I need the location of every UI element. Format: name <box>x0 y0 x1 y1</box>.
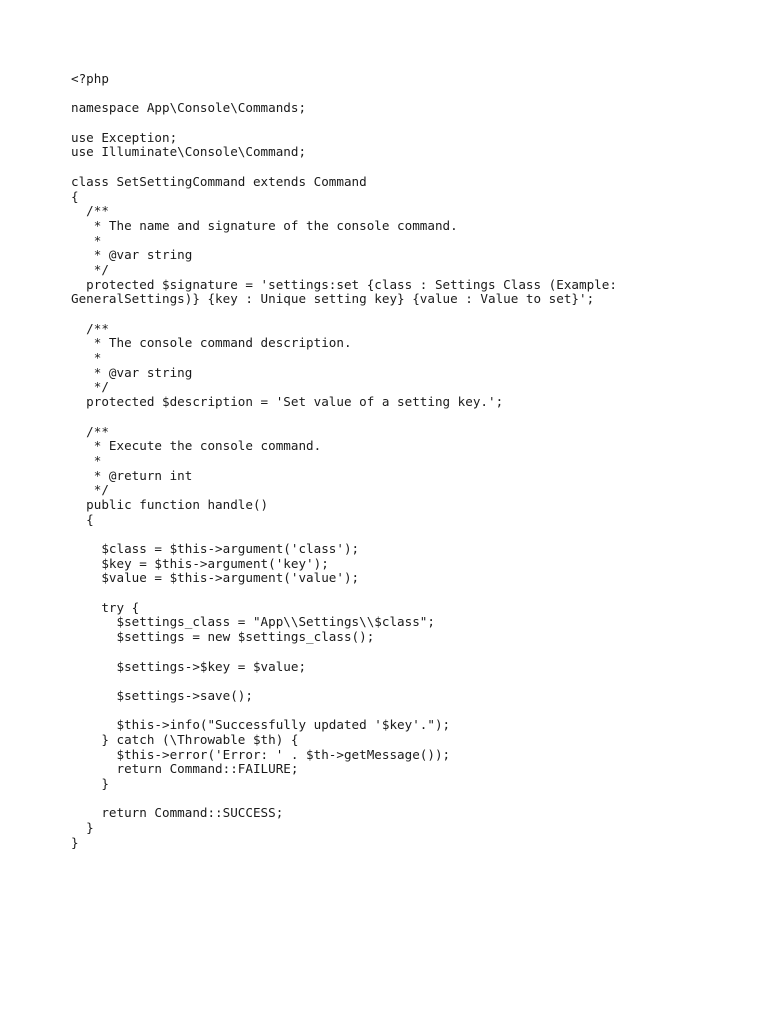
code-line: } <box>71 834 79 850</box>
code-line: $this->info("Successfully updated '$key'."); <box>71 717 451 733</box>
code-line: } catch (\Throwable $th) { <box>71 731 299 747</box>
code-line: * The console command description. <box>71 335 352 351</box>
code-line: $settings = new $settings_class(); <box>71 629 375 645</box>
code-line: * <box>71 452 102 468</box>
code-line: * <box>71 232 102 248</box>
code-line <box>71 307 691 322</box>
code-line: return Command::FAILURE; <box>71 761 299 777</box>
code-line: use Illuminate\Console\Command; <box>71 144 307 160</box>
code-line: protected $description = 'Set value of a setting key.'; <box>71 394 504 410</box>
code-line: protected $signature = 'settings:set {class : Settings Class (Example: <box>71 276 617 292</box>
code-line: $key = $this->argument('key'); <box>71 555 329 571</box>
code-line: } <box>71 820 94 836</box>
code-line <box>71 87 691 102</box>
code-line <box>71 410 691 425</box>
code-line: try { <box>71 599 140 615</box>
code-line: * @return int <box>71 467 193 483</box>
code-line: */ <box>71 482 109 498</box>
code-line: GeneralSettings)} {key : Unique setting key} {value : Value to set}'; <box>71 291 595 307</box>
code-line: */ <box>71 261 109 277</box>
code-line: $settings->save(); <box>71 687 253 703</box>
code-line: $settings_class = "App\\Settings\\$class"; <box>71 614 435 630</box>
code-line: class SetSettingCommand extends Command <box>71 173 367 189</box>
code-line <box>71 160 691 175</box>
code-line: * @var string <box>71 364 193 380</box>
code-line: /** <box>71 423 109 439</box>
code-line: <?php <box>71 71 109 86</box>
code-line: } <box>71 776 109 791</box>
code-line: * <box>71 350 102 366</box>
code-line <box>71 704 691 719</box>
code-line: * Execute the console command. <box>71 438 322 454</box>
code-line: { <box>71 511 94 527</box>
code-line: namespace App\Console\Commands; <box>71 100 307 116</box>
code-line: public function handle() <box>71 496 269 512</box>
code-line <box>71 586 691 601</box>
code-line <box>71 527 691 542</box>
code-line: * The name and signature of the console command. <box>71 217 458 233</box>
code-line: * @var string <box>71 247 193 263</box>
code-line: $this->error('Error: ' . $th->getMessage()); <box>71 746 451 762</box>
code-line <box>71 116 691 131</box>
code-line: return Command::SUCCESS; <box>71 805 284 821</box>
code-line: $class = $this->argument('class'); <box>71 541 360 556</box>
code-line <box>71 645 691 660</box>
code-line: $value = $this->argument('value'); <box>71 570 360 586</box>
code-line: /** <box>71 203 109 219</box>
code-line <box>71 792 691 807</box>
code-line: $settings->$key = $value; <box>71 658 307 674</box>
code-line: */ <box>71 379 109 395</box>
code-line <box>71 674 691 689</box>
code-line: use Exception; <box>71 129 178 145</box>
php-code-block <box>71 72 691 850</box>
code-line: { <box>71 188 79 204</box>
code-line: /** <box>71 320 109 336</box>
